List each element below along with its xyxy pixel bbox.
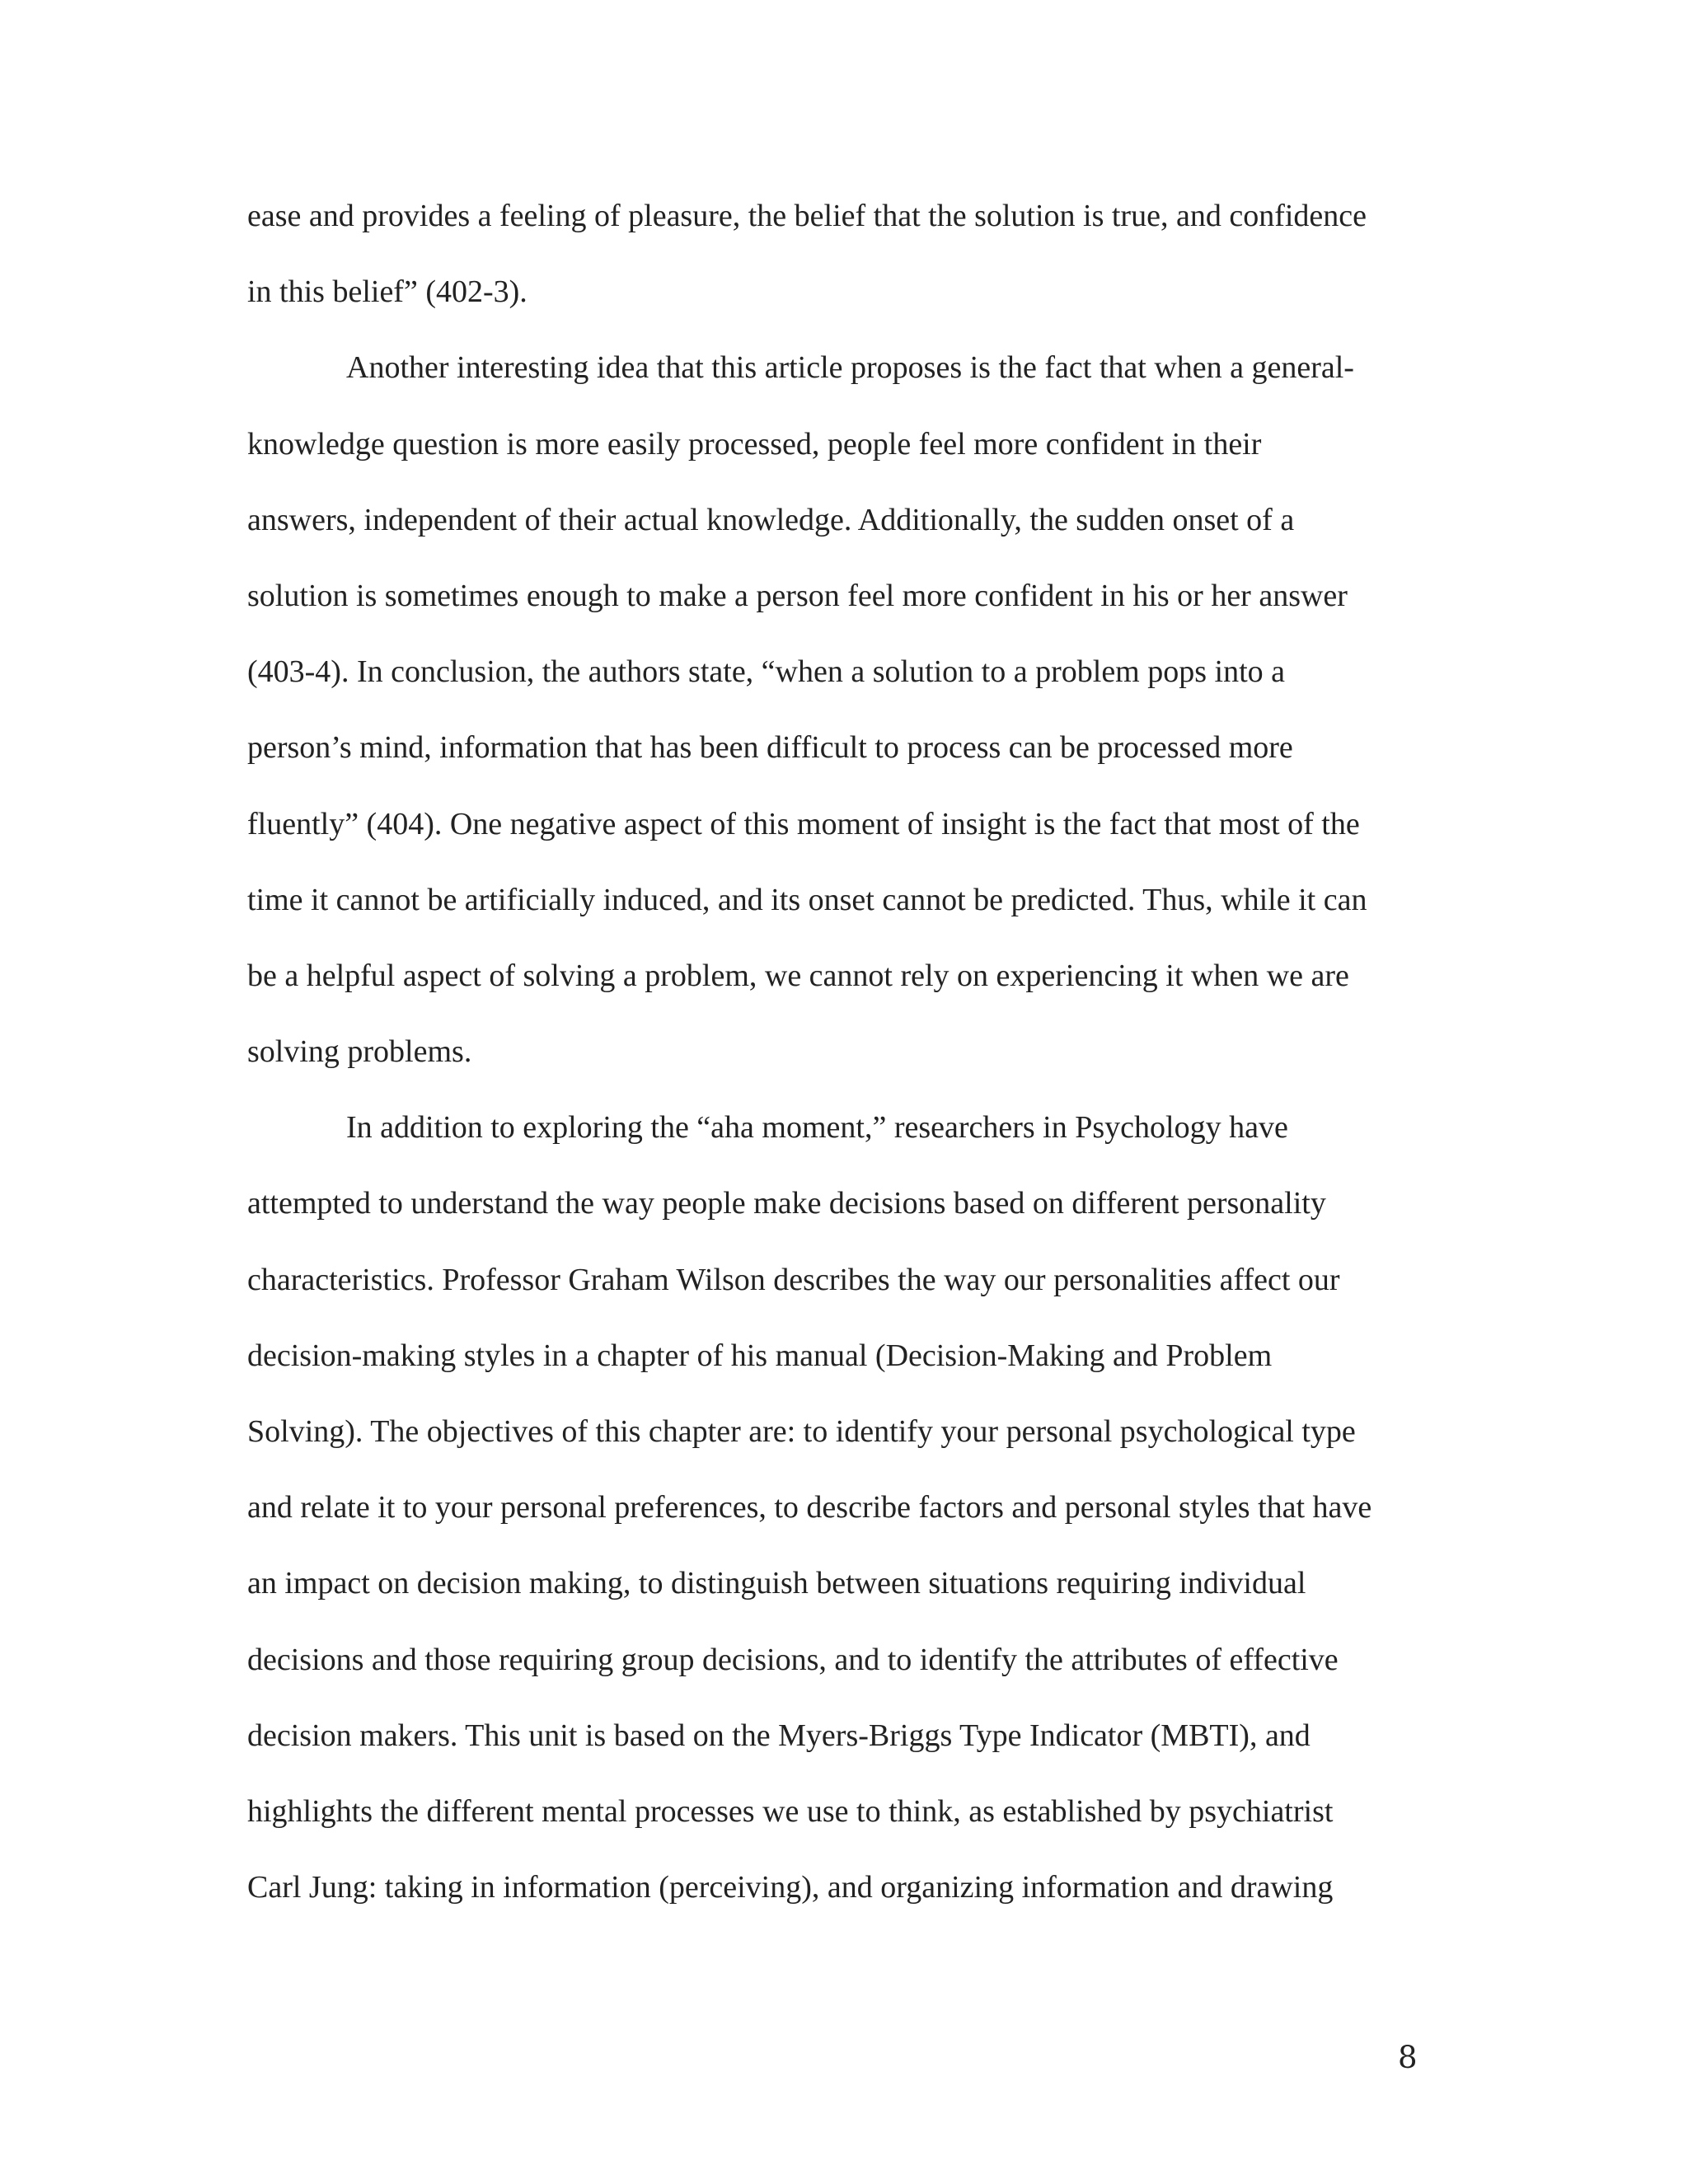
text-line: characteristics. Professor Graham Wilson describes the way our personalities affect our [247,1262,1340,1297]
text-line: (403-4). In conclusion, the authors state, “when a solution to a problem pops into a [247,654,1286,690]
text-line: decisions and those requiring group decisions, and to identify the attributes of effective [247,1642,1339,1677]
text-line: attempted to understand the way people make decisions based on different personality [247,1186,1326,1221]
text-line: time it cannot be artificially induced, and its onset cannot be predicted. Thus, while it can [247,882,1367,917]
text-line: decision makers. This unit is based on the Myers-Briggs Type Indicator (MBTI), and [247,1718,1311,1753]
text-line: answers, independent of their actual knowledge. Additionally, the sudden onset of a [247,502,1295,537]
text-line: Carl Jung: taking in information (perceiving), and organizing information and drawing [247,1870,1334,1905]
text-line: be a helpful aspect of solving a problem, we cannot rely on experiencing it when we are [247,958,1349,993]
text-line: highlights the different mental processes we use to think, as established by psychiatrist [247,1793,1334,1829]
paragraph-first-line: Another interesting idea that this article proposes is the fact that when a general- [346,350,1354,386]
text-line: an impact on decision making, to distinguish between situations requiring individual [247,1566,1306,1601]
text-line: person’s mind, information that has been difficult to process can be processed more [247,730,1293,766]
body-text [247,188,1442,1935]
text-line: in this belief” (402-3). [247,274,528,310]
text-line: fluently” (404). One negative aspect of this moment of insight is the fact that most of the [247,806,1360,841]
paragraph-first-line: In addition to exploring the “aha moment,” researchers in Psychology have [346,1110,1288,1146]
text-line: solving problems. [247,1034,472,1070]
page-number: 8 [1398,2040,1418,2075]
text-line: and relate it to your personal preferences, to describe factors and personal styles that have [247,1490,1372,1526]
text-line: solution is sometimes enough to make a person feel more confident in his or her answer [247,578,1348,613]
text-line: knowledge question is more easily processed, people feel more confident in their [247,426,1262,462]
text-line: ease and provides a feeling of pleasure, the belief that the solution is true, and confidence [247,199,1367,233]
text-line: Solving). The objectives of this chapter are: to identify your personal psychological type [247,1414,1356,1449]
text-line: decision-making styles in a chapter of his manual (Decision-Making and Problem [247,1338,1273,1373]
